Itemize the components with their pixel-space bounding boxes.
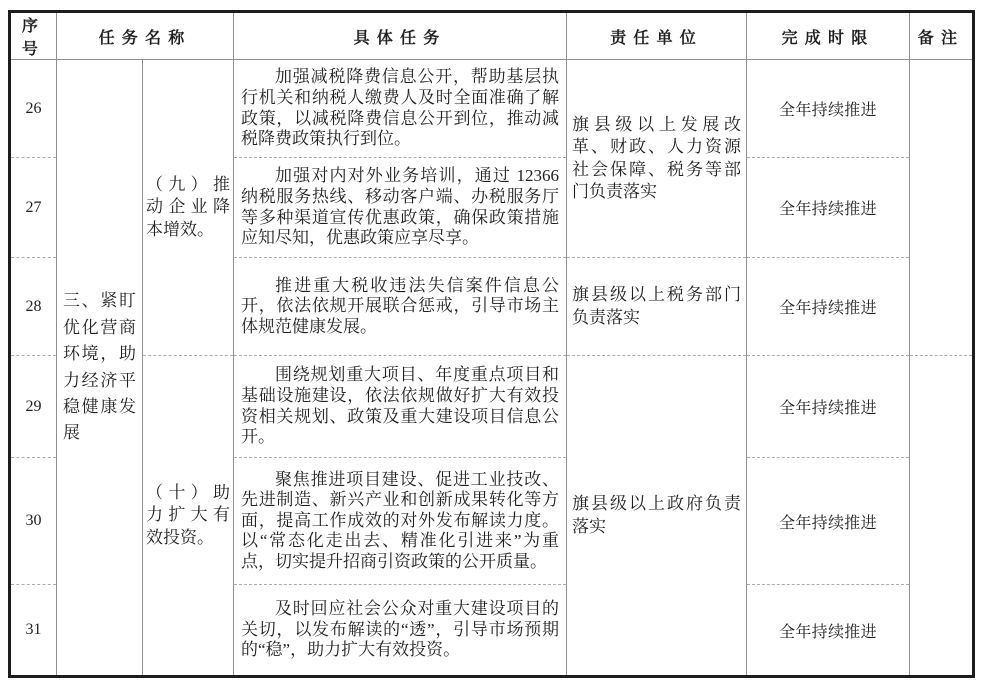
unit-cell-government: 旗县级以上政府负责落实 bbox=[567, 356, 747, 677]
section-title-cell: 三、紧盯优化营商环境，助力经济平稳健康发展 bbox=[57, 60, 143, 677]
row-27-seq: 27 bbox=[10, 158, 57, 258]
row-27-deadline: 全年持续推进 bbox=[747, 158, 910, 258]
row-31-seq: 31 bbox=[10, 585, 57, 677]
remarks-cell-group-9 bbox=[910, 60, 974, 356]
subtask-9-cell: （九）推动企业降本增效。 bbox=[143, 60, 234, 356]
row-26-task: 加强减税降费信息公开，帮助基层执行机关和纳税人缴费人及时全面准确了解政策，以减税降费信息公开到位，推动减税降费政策执行到位。 bbox=[234, 60, 567, 158]
row-28-task: 推进重大税收违法失信案件信息公开，依法依规开展联合惩戒，引导市场主体规范健康发展。 bbox=[234, 258, 567, 356]
header-task-name: 任务名称 bbox=[57, 12, 234, 60]
row-29-task: 围绕规划重大项目、年度重点项目和基础设施建设，依法依规做好扩大有效投资相关规划、政策及重大建设项目信息公开。 bbox=[234, 356, 567, 458]
header-row bbox=[10, 12, 974, 60]
header-deadline: 完成时限 bbox=[747, 12, 910, 60]
row-28-deadline: 全年持续推进 bbox=[747, 258, 910, 356]
row-26-seq: 26 bbox=[10, 60, 57, 158]
unit-cell-tax-department: 旗县级以上税务部门负责落实 bbox=[567, 258, 747, 356]
row-30-task: 聚焦推进项目建设、促进工业技改、先进制造、新兴产业和创新成果转化等方面，提高工作成效的对外发布解读力度。以“常态化走出去、精准化引进来”为重点，切实提升招商引资政策的公开质量。 bbox=[234, 458, 567, 585]
row-29-deadline: 全年持续推进 bbox=[747, 356, 910, 458]
header-specific-task: 具体任务 bbox=[234, 12, 567, 60]
header-responsible-unit: 责任单位 bbox=[567, 12, 747, 60]
table-row bbox=[10, 356, 974, 458]
row-28-seq: 28 bbox=[10, 258, 57, 356]
task-table bbox=[8, 10, 975, 678]
row-27-task: 加强对内对外业务培训，通过 12366 纳税服务热线、移动客户端、办税服务厅等多种渠道宣传优惠政策，确保政策措施应知尽知，优惠政策应享尽享。 bbox=[234, 158, 567, 258]
row-30-deadline: 全年持续推进 bbox=[747, 458, 910, 585]
row-31-task: 及时回应社会公众对重大建设项目的关切，以发布解读的“透”，引导市场预期的“稳”，助力扩大有效投资。 bbox=[234, 585, 567, 677]
header-seq: 序号 bbox=[10, 12, 57, 60]
row-31-deadline: 全年持续推进 bbox=[747, 585, 910, 677]
remarks-cell-group-10 bbox=[910, 356, 974, 677]
table-row bbox=[10, 60, 974, 158]
row-30-seq: 30 bbox=[10, 458, 57, 585]
subtask-10-cell: （十）助力扩大有效投资。 bbox=[143, 356, 234, 677]
header-remarks: 备注 bbox=[910, 12, 974, 60]
unit-cell-development-reform: 旗县级以上发展改革、财政、人力资源社会保障、税务等部门负责落实 bbox=[567, 60, 747, 258]
row-26-deadline: 全年持续推进 bbox=[747, 60, 910, 158]
row-29-seq: 29 bbox=[10, 356, 57, 458]
